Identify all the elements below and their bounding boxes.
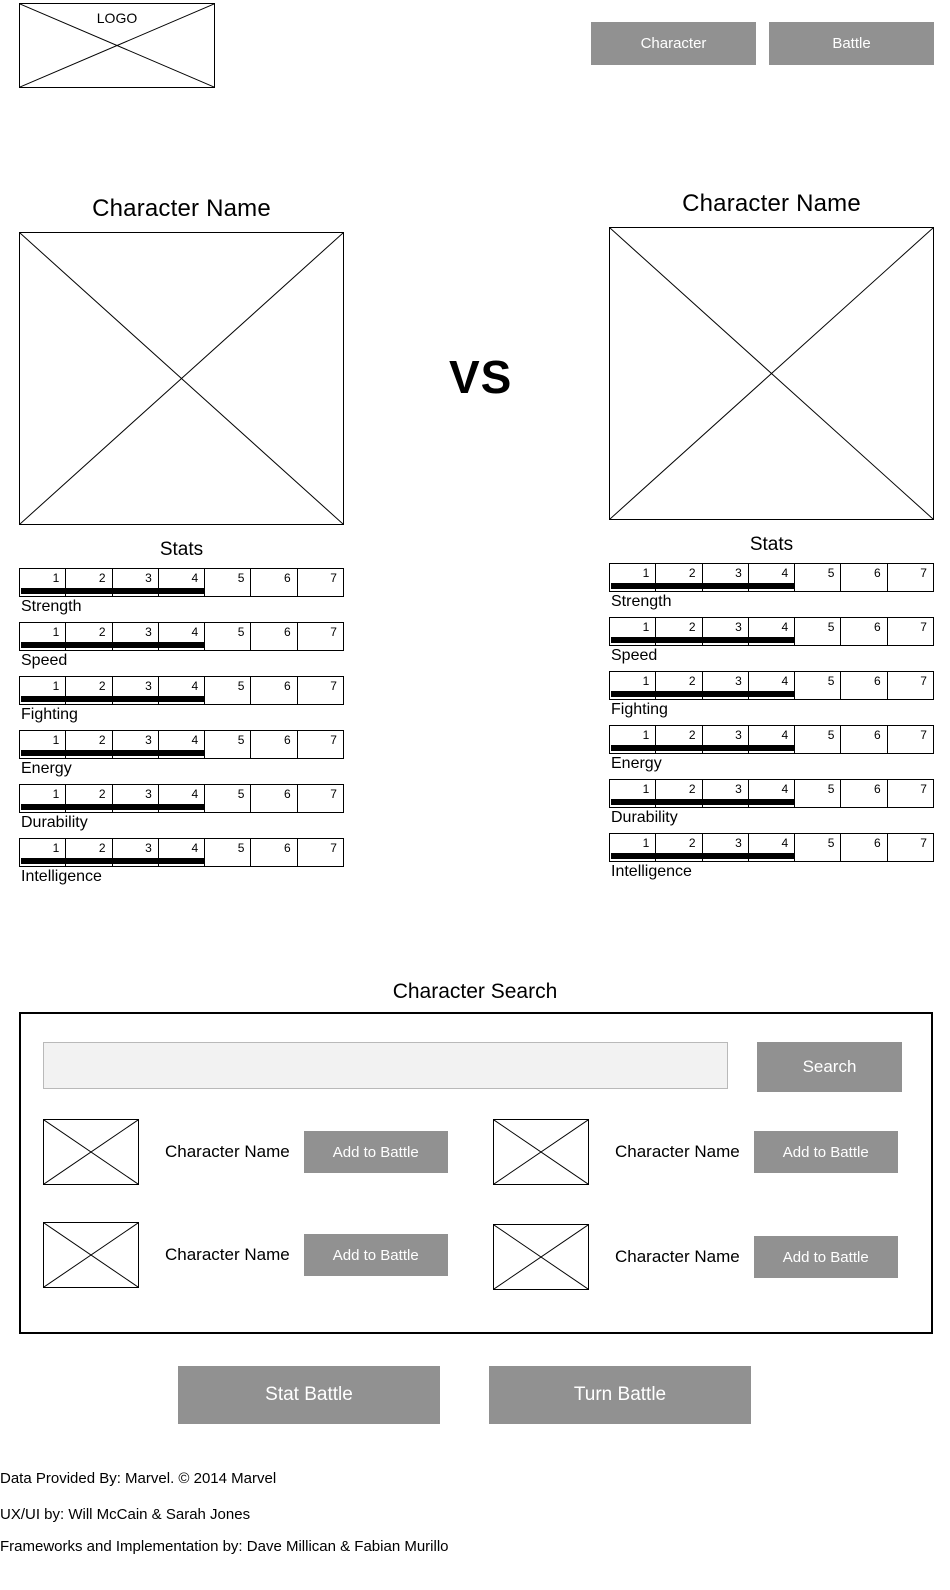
stat-tick-2: 2	[656, 672, 702, 699]
stat-fighting-right	[609, 671, 934, 719]
stat-label-durability-left: Durability	[21, 814, 88, 831]
stat-fighting-left	[19, 676, 344, 724]
stat-tick-7: 7	[330, 679, 337, 693]
stat-tick-6: 6	[251, 785, 297, 812]
stat-bar-intelligence-right[interactable]	[609, 833, 934, 862]
result-name: Character Name	[615, 1142, 740, 1161]
stat-tick-7: 7	[920, 566, 927, 580]
stat-label-fighting-right: Fighting	[611, 701, 668, 718]
stat-tick-6: 6	[841, 726, 887, 753]
stat-tick-6: 6	[251, 839, 297, 866]
stat-tick-4: 4	[749, 564, 795, 591]
stat-label-strength-right: Strength	[611, 593, 672, 610]
stat-tick-1: 1	[20, 785, 66, 812]
stat-bar-energy-right[interactable]	[609, 725, 934, 754]
character-left-image	[19, 232, 344, 525]
result-thumbnail-icon	[43, 1119, 139, 1185]
stat-tick-2: 2	[66, 569, 112, 596]
result-thumbnail-icon	[43, 1222, 139, 1288]
stat-tick-4: 4	[159, 731, 205, 758]
stat-tick-5: 5	[205, 731, 251, 758]
stat-durability-left	[19, 784, 344, 832]
stat-tick-6: 6	[251, 569, 297, 596]
vs-label: VS	[449, 351, 513, 403]
stat-energy-right	[609, 725, 934, 773]
stat-tick-3: 3	[703, 564, 749, 591]
stat-intelligence-left	[19, 838, 344, 886]
stat-tick-5: 5	[795, 834, 841, 861]
stat-battle-label: Stat Battle	[265, 1384, 353, 1405]
stat-tick-3: 3	[703, 672, 749, 699]
nav-character-button[interactable]	[591, 22, 756, 65]
list-item	[43, 1222, 448, 1288]
nav-battle-button[interactable]	[769, 22, 934, 65]
logo-label-text: LOGO	[93, 10, 141, 26]
stat-tick-7: 7	[330, 571, 337, 585]
stat-label-energy-right: Energy	[611, 755, 662, 772]
stat-tick-1: 1	[610, 564, 656, 591]
stat-tick-2: 2	[656, 834, 702, 861]
stat-tick-6: 6	[251, 731, 297, 758]
stat-tick-6: 6	[841, 618, 887, 645]
add-to-battle-button[interactable]	[304, 1131, 448, 1173]
stat-tick-5: 5	[795, 726, 841, 753]
stat-tick-2: 2	[66, 731, 112, 758]
footer-credit-ux: UX/UI by: Will McCain & Sarah Jones	[0, 1506, 251, 1523]
stat-tick-5: 5	[795, 618, 841, 645]
stat-tick-4: 4	[749, 780, 795, 807]
stat-tick-1: 1	[610, 834, 656, 861]
stat-tick-4: 4	[159, 623, 205, 650]
stat-tick-6: 6	[841, 834, 887, 861]
stat-intelligence-right	[609, 833, 934, 881]
search-button[interactable]	[757, 1042, 902, 1092]
stat-tick-1: 1	[20, 731, 66, 758]
stat-label-intelligence-right: Intelligence	[611, 863, 692, 880]
stat-bar-intelligence-left[interactable]	[19, 838, 344, 867]
stat-strength-left	[19, 568, 344, 616]
list-item	[493, 1119, 898, 1185]
stat-tick-6: 6	[841, 780, 887, 807]
character-right-image	[609, 227, 934, 520]
stat-tick-3: 3	[113, 731, 159, 758]
stat-durability-right	[609, 779, 934, 827]
character-panel-left	[19, 195, 344, 892]
footer-credit-data: Data Provided By: Marvel. © 2014 Marvel	[0, 1470, 277, 1487]
nav-character-label: Character	[640, 35, 707, 52]
stat-tick-4: 4	[749, 726, 795, 753]
stat-bar-energy-left[interactable]	[19, 730, 344, 759]
result-thumbnail-icon	[493, 1119, 589, 1185]
stat-bar-fighting-right[interactable]	[609, 671, 934, 700]
stat-tick-5: 5	[205, 569, 251, 596]
stat-battle-button[interactable]	[178, 1366, 440, 1424]
stat-tick-7: 7	[330, 733, 337, 747]
stat-tick-2: 2	[66, 785, 112, 812]
stat-strength-right	[609, 563, 934, 611]
character-right-name: Character Name	[682, 190, 861, 217]
logo-placeholder	[19, 3, 215, 88]
stat-label-energy-left: Energy	[21, 760, 72, 777]
stat-tick-2: 2	[66, 623, 112, 650]
stat-tick-5: 5	[205, 677, 251, 704]
stat-tick-7: 7	[920, 620, 927, 634]
stat-tick-3: 3	[113, 785, 159, 812]
stat-tick-2: 2	[656, 564, 702, 591]
stat-speed-left	[19, 622, 344, 670]
footer-credit-dev: Frameworks and Implementation by: Dave Millican & Fabian Murillo	[0, 1538, 449, 1555]
stat-tick-3: 3	[703, 834, 749, 861]
search-input[interactable]	[43, 1042, 728, 1089]
stat-bar-speed-right[interactable]	[609, 617, 934, 646]
character-search-panel	[19, 1012, 933, 1334]
stats-heading-left: Stats	[159, 539, 204, 560]
stat-tick-1: 1	[20, 677, 66, 704]
add-to-battle-label: Add to Battle	[782, 1248, 869, 1266]
stat-tick-7: 7	[920, 674, 927, 688]
stat-label-durability-right: Durability	[611, 809, 678, 826]
stat-tick-4: 4	[749, 618, 795, 645]
stat-bar-strength-right[interactable]	[609, 563, 934, 592]
stat-tick-6: 6	[841, 672, 887, 699]
add-to-battle-label: Add to Battle	[332, 1143, 419, 1161]
stat-tick-2: 2	[656, 780, 702, 807]
stat-tick-7: 7	[330, 787, 337, 801]
search-button-label: Search	[802, 1057, 857, 1076]
stat-tick-1: 1	[20, 623, 66, 650]
stat-tick-1: 1	[610, 618, 656, 645]
stat-tick-5: 5	[205, 839, 251, 866]
stat-tick-3: 3	[113, 623, 159, 650]
stat-tick-5: 5	[795, 780, 841, 807]
stat-label-speed-left: Speed	[21, 652, 68, 669]
stat-tick-5: 5	[205, 785, 251, 812]
stat-tick-4: 4	[159, 839, 205, 866]
stat-tick-3: 3	[113, 839, 159, 866]
stat-tick-2: 2	[66, 839, 112, 866]
stat-tick-6: 6	[251, 677, 297, 704]
stat-tick-1: 1	[20, 839, 66, 866]
stat-bar-fighting-left[interactable]	[19, 676, 344, 705]
stat-bar-durability-left[interactable]	[19, 784, 344, 813]
stat-energy-left	[19, 730, 344, 778]
stat-tick-3: 3	[703, 618, 749, 645]
stat-label-speed-right: Speed	[611, 647, 658, 664]
stat-tick-4: 4	[159, 677, 205, 704]
list-item	[43, 1119, 448, 1185]
stat-label-intelligence-left: Intelligence	[21, 868, 102, 885]
stat-label-fighting-left: Fighting	[21, 706, 78, 723]
stat-tick-5: 5	[795, 564, 841, 591]
stat-tick-6: 6	[841, 564, 887, 591]
nav-battle-label: Battle	[832, 35, 871, 52]
stat-label-strength-left: Strength	[21, 598, 82, 615]
stat-tick-1: 1	[610, 672, 656, 699]
stat-tick-1: 1	[20, 569, 66, 596]
stat-tick-1: 1	[610, 726, 656, 753]
stat-tick-7: 7	[330, 625, 337, 639]
logo-label	[20, 10, 214, 26]
stat-tick-4: 4	[159, 569, 205, 596]
add-to-battle-label: Add to Battle	[332, 1246, 419, 1264]
stat-tick-3: 3	[703, 780, 749, 807]
stat-bar-strength-left[interactable]	[19, 568, 344, 597]
add-to-battle-button[interactable]	[754, 1131, 898, 1173]
turn-battle-label: Turn Battle	[573, 1384, 667, 1405]
stat-tick-2: 2	[66, 677, 112, 704]
stat-tick-7: 7	[920, 782, 927, 796]
character-panel-right	[609, 190, 934, 887]
result-name: Character Name	[165, 1245, 290, 1264]
add-to-battle-button[interactable]	[304, 1234, 448, 1276]
turn-battle-button[interactable]	[489, 1366, 751, 1424]
stat-tick-6: 6	[251, 623, 297, 650]
add-to-battle-button[interactable]	[754, 1236, 898, 1278]
stat-tick-5: 5	[205, 623, 251, 650]
stat-tick-3: 3	[113, 677, 159, 704]
stat-tick-7: 7	[330, 841, 337, 855]
character-search-heading: Character Search	[392, 980, 558, 1003]
result-thumbnail-icon	[493, 1224, 589, 1290]
stat-tick-7: 7	[920, 728, 927, 742]
stat-tick-7: 7	[920, 836, 927, 850]
list-item	[493, 1224, 898, 1290]
stat-tick-4: 4	[749, 834, 795, 861]
stats-heading-right: Stats	[749, 534, 794, 555]
stat-tick-4: 4	[749, 672, 795, 699]
stat-tick-1: 1	[610, 780, 656, 807]
add-to-battle-label: Add to Battle	[782, 1143, 869, 1161]
stat-tick-2: 2	[656, 618, 702, 645]
result-name: Character Name	[165, 1142, 290, 1161]
character-left-name: Character Name	[92, 195, 271, 222]
stat-speed-right	[609, 617, 934, 665]
stat-bar-speed-left[interactable]	[19, 622, 344, 651]
stat-tick-2: 2	[656, 726, 702, 753]
stat-tick-5: 5	[795, 672, 841, 699]
stat-tick-3: 3	[113, 569, 159, 596]
stat-tick-4: 4	[159, 785, 205, 812]
stat-bar-durability-right[interactable]	[609, 779, 934, 808]
result-name: Character Name	[615, 1247, 740, 1266]
stat-tick-3: 3	[703, 726, 749, 753]
